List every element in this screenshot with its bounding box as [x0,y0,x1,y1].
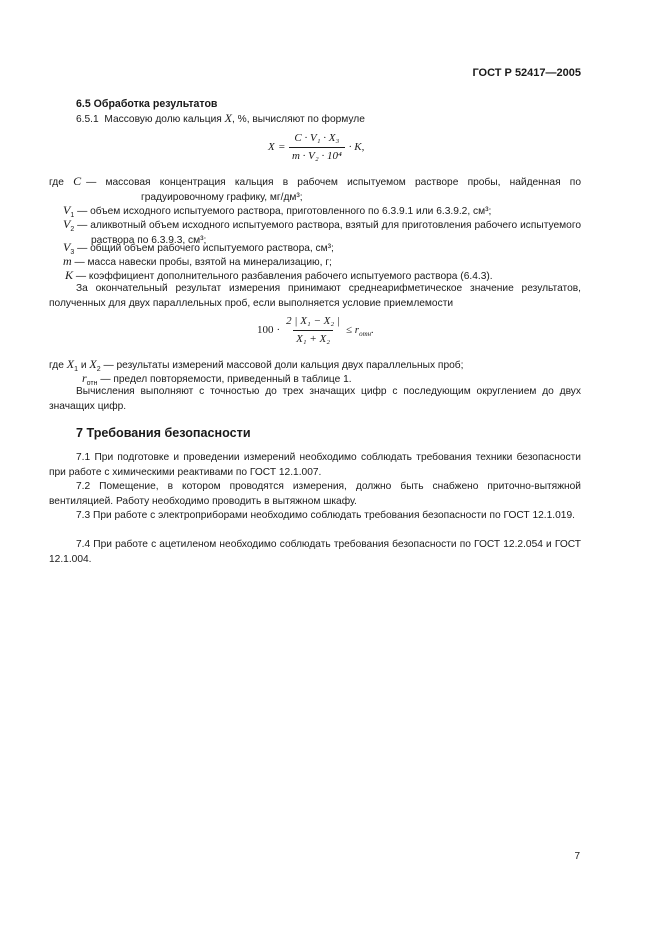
calc-precision-paragraph: Вычисления выполняют с точностью до трех значащих цифр с последующим округлением до двух значащих цифр. [49,386,581,412]
formula-denominator: m · V₂ · 10⁴ [289,147,345,164]
formula-rhs: ≤ $r_{отн}$. [345,323,374,338]
definition-text: — общий объем рабочего испытуемого раствора, см³; [77,243,334,254]
definition-text: — объем исходного испытуемого раствора, приготовленного по 6.3.9.1 или 6.3.9.2, см³; [77,206,492,217]
formula-numerator: C · V₁ · X₃ [294,132,340,144]
formula-denominator: X₁ + X₂ [293,330,333,347]
formula-equals: = [278,140,285,153]
paragraph-number: 6.5.1 [76,114,99,125]
definition-text: — предел повторяемости, приведенный в таблице 1. [100,374,352,385]
safety-item-7-1: 7.1 При подготовке и проведении измерений необходимо соблюдать требования техники безопасности при работе с химическими реактивами по ГОСТ 12.1.007. [49,452,581,478]
definition-text: — аликвотный объем исходного испытуемого раствора, взятый для приготовления рабочего испытуемого раствора по 6.3.9.3, см³; [77,220,581,246]
definition-text: — результаты измерений массовой доли кальция двух параллельных проб; [103,360,464,371]
symbol-r: r [82,371,87,385]
symbol-v: V [63,217,71,231]
section-6-5-heading: 6.5 Обработка результатов [76,98,218,110]
and-label: и [80,360,87,371]
symbol-c: C [73,174,82,188]
symbol-x2: X [89,357,97,371]
definition-text: — массовая концентрация кальция в рабочем испытуемом растворе пробы, найденная по градуировочному графику, мг/дм³; [86,177,581,203]
symbol-k: K [65,268,74,282]
safety-item-7-2: 7.2 Помещение, в котором проводятся измерения, должно быть снабжено приточно-вытяжной вентиляцией. Работу необходимо проводить в вытяжном шкафу. [49,481,581,507]
symbol-subscript: 1 [74,366,78,374]
symbol-subscript: отн [86,380,98,388]
final-result-paragraph: За окончательный результат измерения принимают среднеарифметическое значение результатов, полученных для двух параллельных проб, если выполняется условие приемлемости [49,283,581,309]
document-header: ГОСТ Р 52417—2005 [472,67,581,79]
formula-k-factor: · K, [348,140,365,153]
variable-x: X [224,111,232,125]
symbol-subscript: 2 [70,226,75,234]
symbol-subscript: 2 [96,366,101,374]
paragraph-text-tail: , %, вычисляют по формуле [231,114,365,125]
paragraph-6-5-1 [76,111,365,128]
formula-dot: · [276,323,281,336]
symbol-x1: X [66,357,75,371]
definition-text: — коэффициент дополнительного разбавления рабочего испытуемого раствора (6.4.3). [75,271,493,282]
symbol-subscript: 1 [70,212,75,220]
symbol-v: V [63,203,71,217]
paragraph-text: Массовую долю кальция [104,114,222,125]
symbol-v: V [63,240,71,254]
formula-acceptability [257,314,374,346]
section-7-heading: 7 Требования безопасности [76,426,251,440]
symbol-m: m [63,254,72,268]
formula-numerator: 2 | X₁ − X₂ | [286,315,340,327]
definition-c [49,174,581,205]
where-label: где [49,360,64,371]
formula-mass-fraction [268,131,364,163]
page-number: 7 [574,851,580,862]
formula-fraction [289,131,345,163]
formula-fraction [283,314,343,346]
safety-item-7-4: 7.4 При работе с ацетиленом необходимо соблюдать требования безопасности по ГОСТ 12.2.054 и ГОСТ 12.1.004. [49,539,581,565]
where-label: где [49,177,64,188]
safety-item-7-3: 7.3 При работе с электроприборами необходимо соблюдать требования безопасности по ГОСТ 12.1.019. [76,510,575,521]
formula-coef: 100 [257,323,274,336]
symbol-subscript: 3 [70,249,75,257]
formula-lhs: X [268,140,275,153]
definition-text: — масса навески пробы, взятой на минерализацию, г; [74,257,332,268]
